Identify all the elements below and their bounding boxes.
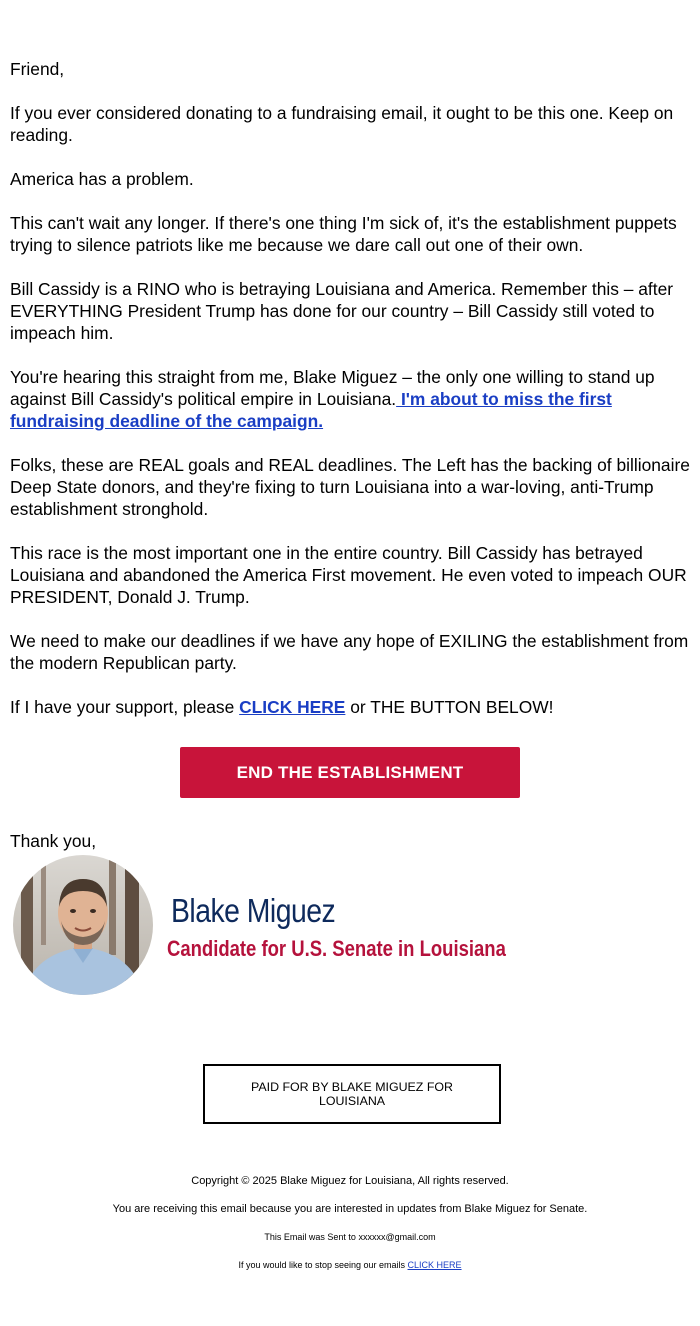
paragraph-problem: America has a problem. — [10, 169, 194, 189]
paragraph-support — [10, 696, 690, 718]
paragraph-exiling: We need to make our deadlines if we have any hope of EXILING the establishment from the modern Republican party. — [10, 631, 689, 673]
support-text-before: If I have your support, please — [10, 697, 240, 717]
greeting: Friend, — [10, 59, 65, 79]
paragraph-race: This race is the most important one in the entire country. Bill Cassidy has betrayed Louisiana and abandoned the America First movement. He even voted to impeach OUR PRESIDENT, Donald J. Trump. — [10, 543, 687, 607]
unsubscribe-link[interactable]: CLICK HERE — [407, 1260, 462, 1270]
footer-reason: You are receiving this email because you are interested in updates from Blake Miguez for Senate. — [112, 1203, 588, 1215]
paid-for-disclaimer — [203, 1064, 501, 1124]
signature-name: Blake Miguez — [171, 892, 336, 929]
paragraph-from-me — [10, 366, 690, 432]
deadline-link[interactable]: I'm about to miss the first fundraising deadline of the campaign. — [10, 389, 612, 431]
footer-copyright: Copyright © 2025 Blake Miguez for Louisiana, All rights reserved. — [191, 1175, 509, 1187]
paragraph-cassidy: Bill Cassidy is a RINO who is betraying Louisiana and America. Remember this – after EVERYTHING President Trump has done for our country – Bill Cassidy still voted to impeach him. — [10, 279, 674, 343]
email-body — [10, 58, 690, 740]
signature-title: Candidate for U.S. Senate in Louisiana — [167, 936, 506, 961]
click-here-link[interactable]: CLICK HERE — [239, 697, 346, 717]
candidate-photo-illustration — [13, 855, 153, 995]
paragraph-establishment: This can't wait any longer. If there's one thing I'm sick of, it's the establishment puppets trying to silence patriots like me because we dare call out one of their own. — [10, 213, 677, 255]
footer-sent-to: This Email was Sent to xxxxxx@gmail.com — [264, 1232, 436, 1242]
unsubscribe-text: If you would like to stop seeing our emails — [238, 1260, 408, 1270]
candidate-photo — [13, 855, 153, 995]
paragraph-from-me-text: You're hearing this straight from me, Blake Miguez – the only one willing to stand up against Bill Cassidy's political empire in Louisiana. — [10, 367, 655, 409]
support-text-after: or THE BUTTON BELOW! — [345, 697, 554, 717]
end-establishment-button[interactable]: END THE ESTABLISHMENT — [180, 747, 520, 798]
paragraph-deadlines: Folks, these are REAL goals and REAL deadlines. The Left has the backing of billionaire Deep State donors, and they're fixing to turn Louisiana into a war-loving, anti-Trump establishment stronghold. — [10, 455, 690, 519]
paid-for-text: PAID FOR BY BLAKE MIGUEZ FOR LOUISIANA — [251, 1080, 453, 1108]
thank-you-text: Thank you, — [10, 831, 97, 851]
cta-container — [180, 747, 520, 798]
footer-unsubscribe — [0, 1258, 700, 1272]
paragraph-intro: If you ever considered donating to a fundraising email, it ought to be this one. Keep on reading. — [10, 103, 674, 145]
